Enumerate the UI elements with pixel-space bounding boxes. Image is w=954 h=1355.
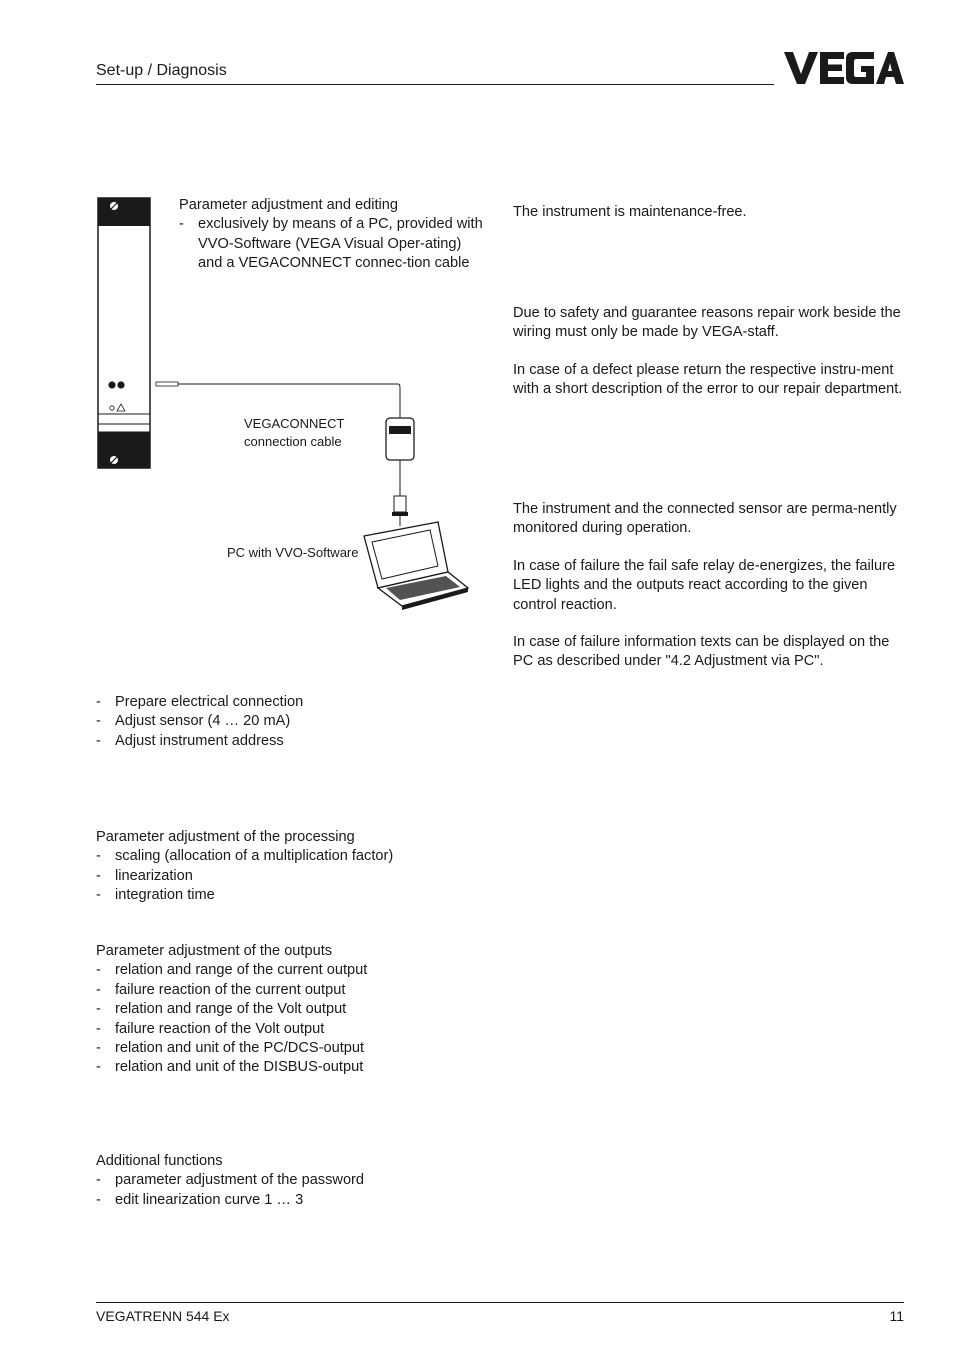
list-item: - Prepare electrical connection	[96, 693, 496, 712]
outputs-title: Parameter adjustment of the outputs	[96, 943, 333, 959]
list-item: - parameter adjustment of the password	[96, 1171, 496, 1190]
list-item: - Adjust instrument address	[96, 732, 496, 751]
monitoring-paragraph-1: The instrument and the connected sensor are perma-nently monitored during operation.	[513, 501, 897, 537]
list-item: - relation and range of the Volt output	[96, 1000, 496, 1019]
repair-paragraph-1: Due to safety and guarantee reasons repair work beside the wiring must only be made by VEGA-staff.	[513, 305, 901, 341]
monitoring-paragraph-3: In case of failure information texts can be displayed on the PC as described under "4.2 Adjustment via PC".	[513, 634, 890, 670]
repair-section	[513, 304, 908, 400]
vega-logo	[784, 50, 904, 91]
monitoring-paragraph-2: In case of failure the fail safe relay de-energizes, the failure LED lights and the outputs react according to the given control reaction.	[513, 557, 896, 613]
monitoring-section	[513, 500, 908, 672]
list-item: - Adjust sensor (4 … 20 mA)	[96, 712, 496, 731]
list-item: - linearization	[96, 867, 496, 886]
diagram-intro-list	[179, 215, 484, 273]
list-item: - failure reaction of the Volt output	[96, 1020, 496, 1039]
processing-title: Parameter adjustment of the processing	[96, 829, 355, 845]
page-header-title: Set-up / Diagnosis	[96, 62, 227, 79]
outputs-section	[96, 942, 496, 1078]
footer-rule	[96, 1302, 904, 1303]
list-item: - relation and unit of the DISBUS-output	[96, 1058, 496, 1077]
list-item: - scaling (allocation of a multiplication factor)	[96, 847, 496, 866]
list-item: - edit linearization curve 1 … 3	[96, 1191, 496, 1210]
diagram-intro-title: Parameter adjustment and editing	[179, 197, 399, 213]
repair-paragraph-2: In case of a defect please return the respective instru-ment with a short description of the error to our repair department.	[513, 361, 903, 398]
footer-product: VEGATRENN 544 Ex	[96, 1308, 230, 1324]
diagram-intro	[179, 196, 484, 274]
page-number: 11	[889, 1308, 904, 1324]
maintenance-text: The instrument is maintenance-free.	[513, 204, 747, 220]
additional-title: Additional functions	[96, 1153, 223, 1169]
header-rule	[96, 84, 774, 85]
additional-section	[96, 1152, 496, 1210]
vegaconnect-label	[244, 415, 344, 451]
list-item: - integration time	[96, 886, 496, 905]
list-item: - relation and range of the current output	[96, 961, 496, 980]
preparation-list	[96, 693, 496, 751]
list-item: - exclusively by means of a PC, provided with VVO-Software (VEGA Visual Oper-ating) and a VEGACONNECT connec-tion cable	[179, 215, 484, 273]
list-item: - failure reaction of the current output	[96, 981, 496, 1000]
cable-label-line-2: connection cable	[244, 434, 342, 449]
cable-label-line-1: VEGACONNECT	[244, 416, 345, 431]
list-item: - relation and unit of the PC/DCS-output	[96, 1039, 496, 1058]
processing-section	[96, 828, 496, 906]
pc-label: PC with VVO-Software	[227, 545, 359, 560]
